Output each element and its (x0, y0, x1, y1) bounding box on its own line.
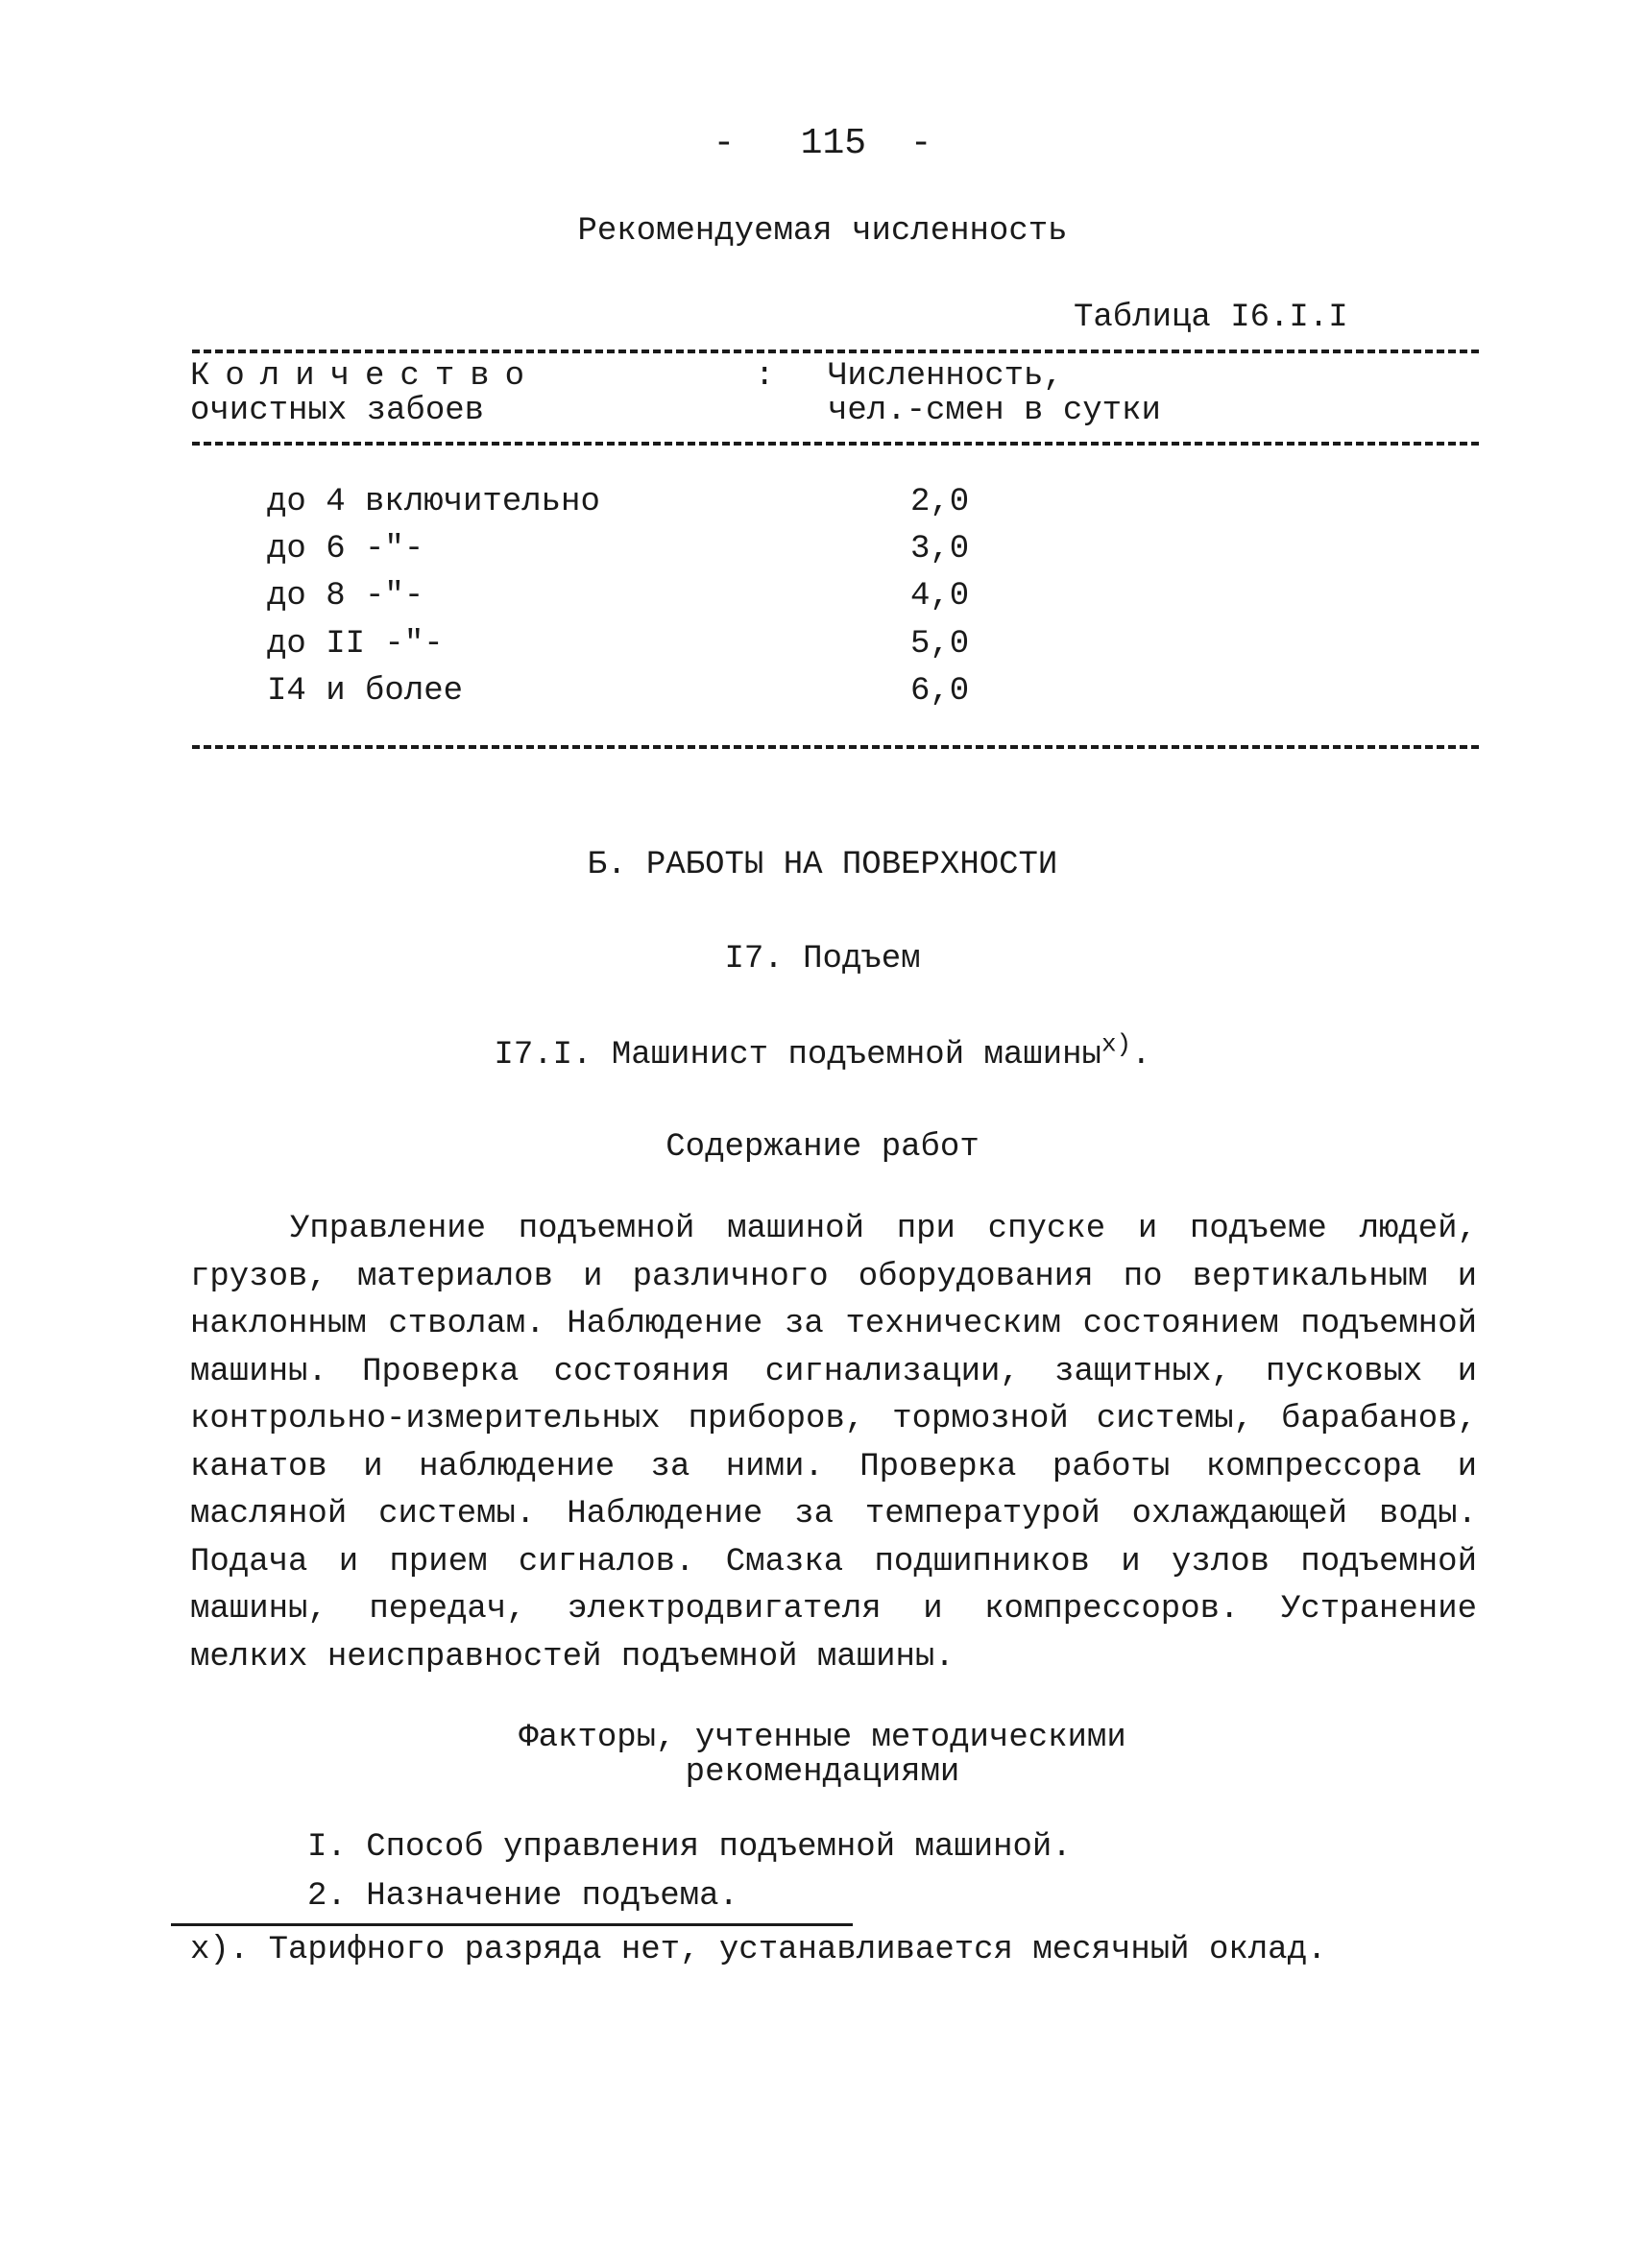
faces-cell: до 8 -"- (267, 578, 424, 615)
factors-title-line1: Факторы, учтенные методическими (519, 1720, 1126, 1756)
column-header-faces-line2: очистных забоев (190, 393, 485, 429)
subsection-heading: I7. Подъем (724, 941, 921, 977)
page-number: - 115 - (713, 123, 932, 164)
table-row (0, 626, 1645, 672)
faces-cell: до II -"- (267, 626, 444, 663)
factor-item: I. Способ управления подъемной машиной. (307, 1829, 1072, 1866)
column-header-staff-line2: чел.-смен в сутки (828, 393, 1161, 429)
work-content-title: Содержание работ (665, 1129, 980, 1166)
table-header-rule (192, 442, 1479, 446)
staff-cell: 2,0 (910, 484, 970, 520)
column-header-staff-line1: Численность, (828, 358, 1063, 395)
staff-cell: 4,0 (910, 578, 970, 615)
item-heading-text: I7.I. Машинист подъемной машины (494, 1037, 1101, 1074)
column-separator: : (755, 358, 775, 395)
factor-item: 2. Назначение подъема. (307, 1878, 738, 1915)
footnote-rule (171, 1923, 853, 1926)
faces-cell: до 6 -"- (267, 531, 424, 567)
staff-cell: 5,0 (910, 626, 970, 663)
table-row (0, 484, 1645, 530)
table-row (0, 673, 1645, 719)
work-content-body (190, 1206, 1477, 1681)
item-heading-end: . (1131, 1037, 1151, 1074)
table-row (0, 531, 1645, 577)
recommended-title: Рекомендуемая численность (577, 213, 1068, 250)
item-heading (0, 1029, 1645, 1074)
staff-cell: 6,0 (910, 673, 970, 710)
table-label: Таблица I6.I.I (1074, 300, 1348, 336)
column-header-faces-line1: Количество (190, 358, 541, 395)
faces-cell: до 4 включительно (267, 484, 600, 520)
factors-title-line2: рекомендациями (685, 1754, 960, 1791)
table-row (0, 578, 1645, 624)
footnote-marker: х) (1101, 1029, 1132, 1059)
factors-title (0, 1721, 1645, 1790)
table-top-rule (192, 350, 1479, 353)
section-heading: Б. РАБОТЫ НА ПОВЕРХНОСТИ (587, 847, 1058, 883)
faces-cell: I4 и более (267, 673, 464, 710)
footnote: х). Тарифного разряда нет, устанавливается месячный оклад. (190, 1932, 1327, 1968)
staff-cell: 3,0 (910, 531, 970, 567)
table-bottom-rule (192, 745, 1479, 749)
work-content-paragraph: Управление подъемной машиной при спуске и подъеме людей, грузов, материалов и различного оборудования по вертикальным и наклонным стволам. Наблюдение за техническим состоянием подъемной машины. Проверка состояния сигнализации, защитных, пусковых и контрольно-измерительных приборов, тормозной системы, барабанов, канатов и наблюдение за ними. Проверка работы компрессора и масляной системы. Наблюдение за температурой охлаждающей воды. Подача и прием сигналов. Смазка подшипников и узлов подъемной машины, передач, электродвигателя и компрессоров. Устранение мелких неисправностей подъемной машины. (190, 1211, 1477, 1676)
